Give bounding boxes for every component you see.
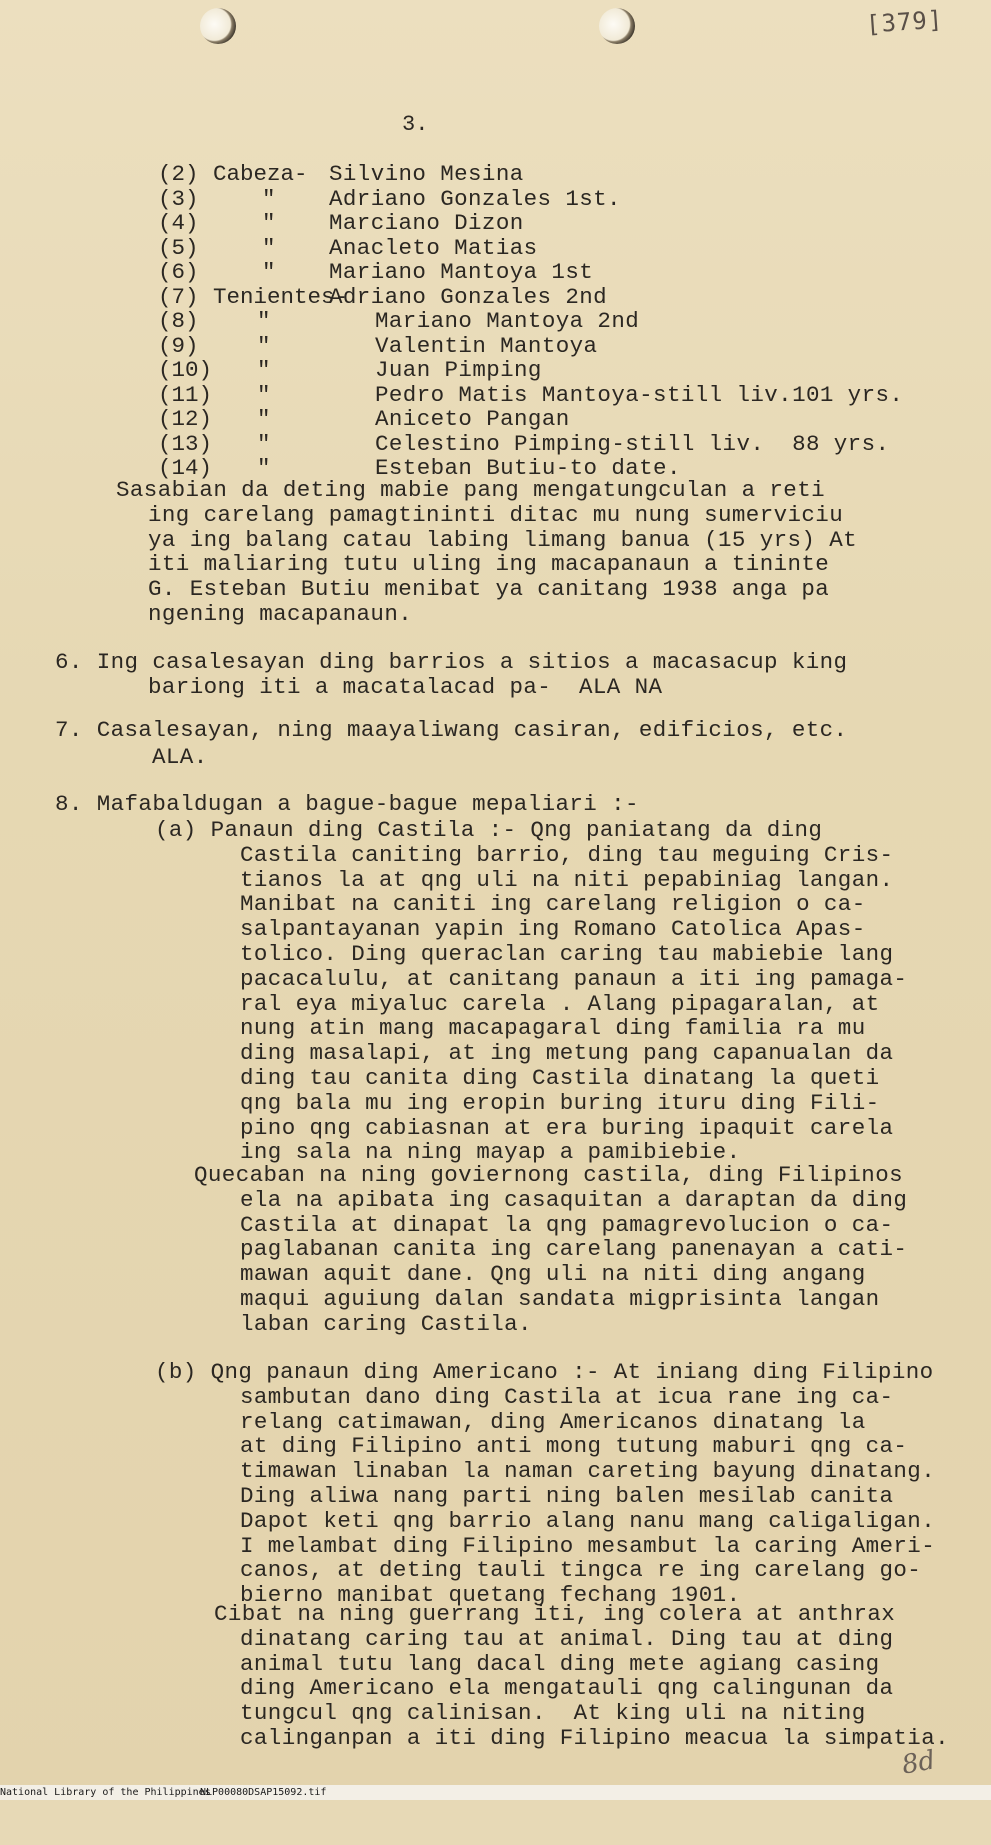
paragraph-line: at ding Filipino anti mong tutung maburi qng ca- [240, 1433, 908, 1460]
paragraph-line: pacacalulu, at canitang panaun a iti ing pamaga- [240, 965, 908, 992]
paragraph-line: Castila at dinapat la qng pamagrevolucion o ca- [240, 1211, 894, 1238]
official-number: (5) [158, 234, 199, 261]
punch-hole-left [200, 8, 236, 44]
official-number: (2) [158, 161, 199, 187]
item-8-heading: 8. Mafabaldugan a bague-bague mepaliari :- [55, 791, 639, 817]
official-title: " [257, 357, 271, 383]
paragraph-line: laban caring Castila. [240, 1310, 532, 1337]
scan-footer [0, 1785, 991, 1800]
paragraph-line: ALA. [152, 744, 208, 770]
official-number: (4) [158, 210, 199, 236]
paragraph-line: relang catimawan, ding Americanos dinatang la [240, 1408, 866, 1435]
paragraph-line: tolico. Ding queraclan caring tau mabiebie lang [240, 941, 894, 967]
paragraph-line: dinatang caring tau at animal. Ding tau at ding [240, 1625, 894, 1652]
official-name: Adriano Gonzales 2nd [329, 283, 608, 310]
official-name: Marciano Dizon [329, 210, 524, 236]
official-number: (12) [158, 406, 213, 432]
paragraph-line: salpantayanan yapin ing Romano Catolica Apas- [240, 916, 866, 943]
official-number: (14) [158, 455, 213, 481]
paragraph-line: Cibat na ning guerrang iti, ing colera at anthrax [214, 1601, 896, 1627]
paragraph-line: timawan linaban la naman careting bayung dinatang. [240, 1458, 936, 1485]
paragraph-line: bariong iti a macatalacad pa- ALA NA [148, 674, 663, 700]
paragraph-line: Castila caniting barrio, ding tau meguing Cris- [240, 841, 894, 868]
paragraph-line: tianos la at qng uli na niti pepabiniag langan. [240, 866, 894, 893]
paragraph-line: maqui aguiung dalan sandata migprisinta langan [240, 1286, 880, 1312]
official-title: " [257, 332, 271, 359]
official-number: (11) [158, 381, 213, 408]
paragraph-line: 7. Casalesayan, ning maayaliwang casiran, edificios, etc. [55, 717, 848, 743]
paragraph-line: Quecaban na ning goviernong castila, ding Filipinos [194, 1162, 904, 1188]
paragraph-line: ing carelang pamagtininti ditac mu nung sumerviciu [148, 501, 844, 528]
official-title: Cabeza- [213, 161, 308, 187]
official-number: (10) [158, 357, 213, 383]
official-name: Aniceto Pangan [375, 406, 570, 432]
official-title: " [257, 381, 271, 408]
paragraph-line: Ding aliwa nang parti ning balen mesilab canita [240, 1483, 894, 1509]
official-title: " [257, 430, 271, 457]
paragraph-line: Dapot keti qng barrio alang nanu mang caligaligan. [240, 1507, 936, 1534]
official-title: " [262, 259, 276, 285]
official-name: Pedro Matis Mantoya-still liv.101 yrs. [375, 381, 904, 408]
official-number: (13) [158, 430, 213, 457]
paragraph-line: G. Esteban Butiu menibat ya canitang 1938 anga pa [148, 576, 830, 603]
official-name: Esteban Butiu-to date. [375, 455, 681, 481]
official-title: " [262, 210, 276, 236]
official-number: (3) [158, 185, 199, 212]
paragraph-line: mawan aquit dane. Qng uli na niti ding angang [240, 1261, 866, 1288]
paragraph-line: sambutan dano ding Castila at icua rane ing ca- [240, 1383, 894, 1410]
official-name: Juan Pimping [375, 357, 542, 383]
paragraph-line: bierno manibat quetang fechang 1901. [240, 1582, 741, 1609]
official-number: (9) [158, 332, 199, 359]
paragraph-line: I melambat ding Filipino mesambut la caring Ameri- [240, 1532, 936, 1559]
paragraph-line: Manibat na caniti ing carelang religion o ca- [240, 891, 866, 918]
paragraph-line: pino qng cabiasnan at era buring ipaquit carela [240, 1114, 894, 1141]
paragraph-line: qng bala mu ing eropin buring ituru ding Fili- [240, 1089, 880, 1116]
official-name: Celestino Pimping-still liv. 88 yrs. [375, 430, 890, 457]
official-title: Tenientes- [213, 283, 349, 310]
official-title: " [262, 185, 276, 212]
paragraph-line: ngening macapanaun. [148, 601, 413, 627]
paragraph-line: tungcul qng calinisan. At king uli na niting [240, 1700, 866, 1727]
paragraph-line: 6. Ing casalesayan ding barrios a sitios a macasacup king [55, 649, 848, 675]
official-number: (8) [158, 308, 199, 334]
paragraph-line: animal tutu lang dacal ding mete agiang casing [240, 1650, 880, 1677]
paragraph-line: ing sala na ning mayap a pamibiebie. [240, 1139, 741, 1166]
paragraph-line: canos, at deting tauli tingca re ing carelang go- [240, 1557, 922, 1584]
footer-library: National Library of the Philippines [0, 1787, 211, 1798]
reference-number: [379] [865, 5, 945, 39]
official-name: Valentin Mantoya [375, 332, 598, 359]
handwritten-initials: 8d [899, 1745, 938, 1781]
paragraph-line: ding masalapi, at ing metung pang capanualan da [240, 1040, 894, 1067]
official-title: " [257, 455, 271, 481]
official-name: Silvino Mesina [329, 161, 524, 187]
paragraph-line: (b) Qng panaun ding Americano :- At iniang ding Filipino [155, 1359, 934, 1385]
official-title: " [262, 234, 276, 261]
official-number: (7) [158, 283, 199, 310]
paragraph-line: ding Americano ela mengatauli qng calingunan da [240, 1675, 894, 1702]
paragraph-line: ding tau canita ding Castila dinatang la queti [240, 1065, 880, 1091]
page-number: 3. [402, 112, 429, 137]
paragraph-line: iti maliaring tutu uling ing macapanaun a tininte [148, 551, 830, 578]
official-number: (6) [158, 259, 199, 285]
paragraph-line: ela na apibata ing casaquitan a daraptan da ding [240, 1186, 908, 1213]
official-name: Adriano Gonzales 1st. [329, 185, 621, 212]
official-name: Anacleto Matias [329, 234, 538, 261]
official-name: Mariano Mantoya 1st [329, 259, 594, 285]
paragraph-line: calinganpan a iti ding Filipino meacua la simpatia. [240, 1725, 950, 1751]
paragraph-line: Sasabian da deting mabie pang mengatungculan a reti [116, 477, 826, 503]
paragraph-line: ral eya miyaluc carela . Alang pipagaralan, at [240, 990, 880, 1017]
paragraph-line: nung atin mang macapagaral ding familia ra mu [240, 1015, 866, 1042]
paragraph-line: ya ing balang catau labing limang banua (15 yrs) At [148, 526, 858, 553]
official-title: " [257, 308, 271, 334]
footer-filename: NLP00080DSAP15092.tif [200, 1787, 327, 1798]
paragraph-line: (a) Panaun ding Castila :- Qng paniatang da ding [155, 817, 823, 843]
paragraph-line: paglabanan canita ing carelang panenayan a cati- [240, 1236, 908, 1263]
official-title: " [257, 406, 271, 432]
official-name: Mariano Mantoya 2nd [375, 308, 640, 334]
punch-hole-right [599, 8, 635, 44]
